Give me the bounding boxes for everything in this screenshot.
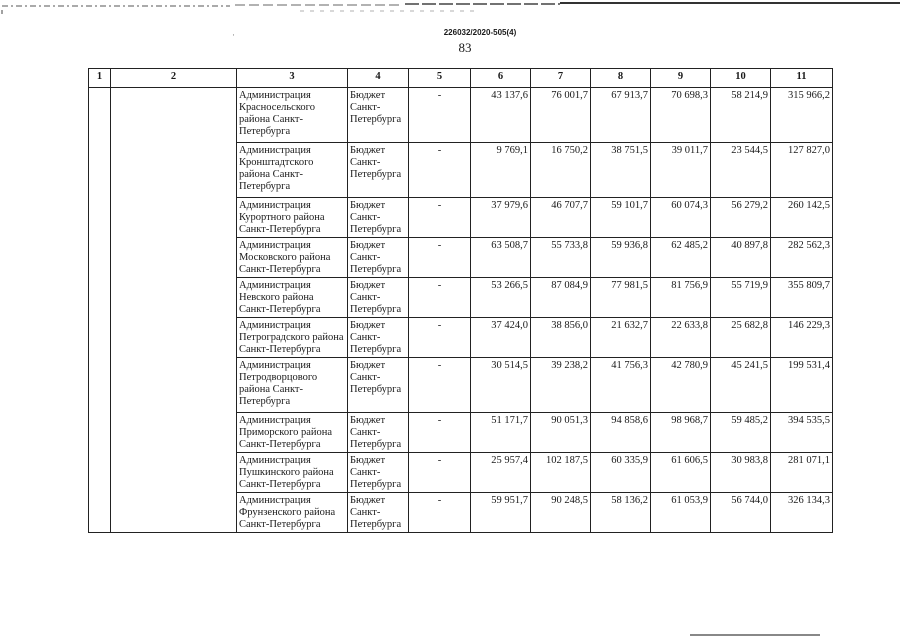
value-cell: 59 951,7 [471, 493, 531, 533]
value-cell: 58 136,2 [591, 493, 651, 533]
col5-cell: - [409, 238, 471, 278]
budget-cell: Бюджет Санкт-Петербурга [348, 318, 409, 358]
column-header: 7 [531, 69, 591, 88]
value-cell: 9 769,1 [471, 143, 531, 198]
budget-cell: Бюджет Санкт-Петербурга [348, 238, 409, 278]
administration-cell: Администрация Невского района Санкт-Петербурга [237, 278, 348, 318]
total-cell: 326 134,3 [771, 493, 833, 533]
value-cell: 56 279,2 [711, 198, 771, 238]
total-cell: 315 966,2 [771, 88, 833, 143]
value-cell: 22 633,8 [651, 318, 711, 358]
total-cell: 281 071,1 [771, 453, 833, 493]
administration-cell: Администрация Курортного района Санкт-Петербурга [237, 198, 348, 238]
scan-artifact-top [0, 0, 905, 14]
budget-cell: Бюджет Санкт-Петербурга [348, 88, 409, 143]
total-cell: 394 535,5 [771, 413, 833, 453]
budget-cell: Бюджет Санкт-Петербурга [348, 143, 409, 198]
budget-cell: Бюджет Санкт-Петербурга [348, 358, 409, 413]
column-header: 4 [348, 69, 409, 88]
table-row [89, 88, 833, 143]
administration-cell: Администрация Петроградского района Санкт-Петербурга [237, 318, 348, 358]
value-cell: 16 750,2 [531, 143, 591, 198]
value-cell: 39 238,2 [531, 358, 591, 413]
col5-cell: - [409, 143, 471, 198]
empty-cell-col2 [111, 88, 237, 533]
budget-cell: Бюджет Санкт-Петербурга [348, 493, 409, 533]
value-cell: 59 485,2 [711, 413, 771, 453]
value-cell: 102 187,5 [531, 453, 591, 493]
value-cell: 62 485,2 [651, 238, 711, 278]
stray-mark: · [232, 30, 235, 40]
administration-cell: Администрация Московского района Санкт-Петербурга [237, 238, 348, 278]
value-cell: 42 780,9 [651, 358, 711, 413]
page-number: 83 [458, 40, 472, 55]
column-header: 2 [111, 69, 237, 88]
value-cell: 43 137,6 [471, 88, 531, 143]
value-cell: 70 698,3 [651, 88, 711, 143]
value-cell: 77 981,5 [591, 278, 651, 318]
value-cell: 53 266,5 [471, 278, 531, 318]
value-cell: 38 856,0 [531, 318, 591, 358]
value-cell: 59 101,7 [591, 198, 651, 238]
value-cell: 23 544,5 [711, 143, 771, 198]
scan-artifact-bottom [690, 634, 820, 636]
total-cell: 260 142,5 [771, 198, 833, 238]
table-header-row [89, 69, 833, 88]
administration-cell: Администрация Петродворцового района Санкт-Петербурга [237, 358, 348, 413]
col5-cell: - [409, 278, 471, 318]
col5-cell: - [409, 453, 471, 493]
column-header: 10 [711, 69, 771, 88]
column-header: 1 [89, 69, 111, 88]
value-cell: 25 682,8 [711, 318, 771, 358]
empty-cell-col1 [89, 88, 111, 533]
value-cell: 76 001,7 [531, 88, 591, 143]
value-cell: 55 719,9 [711, 278, 771, 318]
column-header: 11 [771, 69, 833, 88]
value-cell: 25 957,4 [471, 453, 531, 493]
value-cell: 55 733,8 [531, 238, 591, 278]
value-cell: 40 897,8 [711, 238, 771, 278]
document-number: 226032/2020-505(4) [443, 28, 517, 37]
column-header: 6 [471, 69, 531, 88]
value-cell: 63 508,7 [471, 238, 531, 278]
value-cell: 90 248,5 [531, 493, 591, 533]
administration-cell: Администрация Пушкинского района Санкт-Петербурга [237, 453, 348, 493]
total-cell: 199 531,4 [771, 358, 833, 413]
administration-cell: Администрация Красносельского района Санкт-Петербурга [237, 88, 348, 143]
value-cell: 21 632,7 [591, 318, 651, 358]
value-cell: 61 606,5 [651, 453, 711, 493]
col5-cell: - [409, 318, 471, 358]
budget-table [88, 68, 833, 533]
value-cell: 60 335,9 [591, 453, 651, 493]
value-cell: 90 051,3 [531, 413, 591, 453]
budget-cell: Бюджет Санкт-Петербурга [348, 278, 409, 318]
col5-cell: - [409, 88, 471, 143]
value-cell: 94 858,6 [591, 413, 651, 453]
col5-cell: - [409, 413, 471, 453]
total-cell: 127 827,0 [771, 143, 833, 198]
budget-cell: Бюджет Санкт-Петербурга [348, 198, 409, 238]
value-cell: 61 053,9 [651, 493, 711, 533]
col5-cell: - [409, 358, 471, 413]
col5-cell: - [409, 198, 471, 238]
value-cell: 30 514,5 [471, 358, 531, 413]
column-header: 9 [651, 69, 711, 88]
budget-cell: Бюджет Санкт-Петербурга [348, 453, 409, 493]
column-header: 5 [409, 69, 471, 88]
value-cell: 58 214,9 [711, 88, 771, 143]
value-cell: 45 241,5 [711, 358, 771, 413]
budget-cell: Бюджет Санкт-Петербурга [348, 413, 409, 453]
value-cell: 30 983,8 [711, 453, 771, 493]
administration-cell: Администрация Кронштадтского района Санкт-Петербурга [237, 143, 348, 198]
total-cell: 146 229,3 [771, 318, 833, 358]
value-cell: 39 011,7 [651, 143, 711, 198]
value-cell: 81 756,9 [651, 278, 711, 318]
column-header: 8 [591, 69, 651, 88]
value-cell: 56 744,0 [711, 493, 771, 533]
value-cell: 67 913,7 [591, 88, 651, 143]
column-header: 3 [237, 69, 348, 88]
value-cell: 37 424,0 [471, 318, 531, 358]
total-cell: 282 562,3 [771, 238, 833, 278]
value-cell: 46 707,7 [531, 198, 591, 238]
value-cell: 60 074,3 [651, 198, 711, 238]
value-cell: 98 968,7 [651, 413, 711, 453]
value-cell: 41 756,3 [591, 358, 651, 413]
value-cell: 51 171,7 [471, 413, 531, 453]
value-cell: 59 936,8 [591, 238, 651, 278]
total-cell: 355 809,7 [771, 278, 833, 318]
value-cell: 87 084,9 [531, 278, 591, 318]
administration-cell: Администрация Приморского района Санкт-Петербурга [237, 413, 348, 453]
value-cell: 37 979,6 [471, 198, 531, 238]
value-cell: 38 751,5 [591, 143, 651, 198]
administration-cell: Администрация Фрунзенского района Санкт-Петербурга [237, 493, 348, 533]
col5-cell: - [409, 493, 471, 533]
